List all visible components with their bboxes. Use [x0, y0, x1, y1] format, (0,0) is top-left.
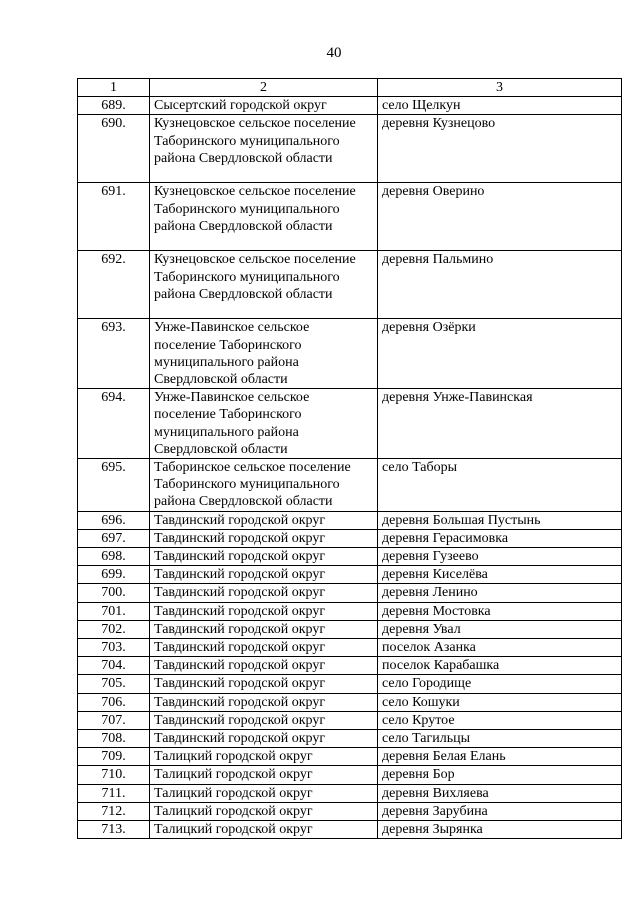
settlement-name: деревня Зырянка: [378, 821, 622, 839]
municipality-name: Талицкий городской округ: [150, 821, 378, 839]
municipality-name: Тавдинский городской округ: [150, 566, 378, 584]
table-row: [78, 389, 622, 459]
row-number: 696.: [78, 511, 150, 529]
table-row: [78, 675, 622, 693]
table-row: [78, 784, 622, 802]
table-row: [78, 251, 622, 319]
table-row: [78, 766, 622, 784]
table-row: [78, 529, 622, 547]
settlement-name: деревня Белая Елань: [378, 748, 622, 766]
municipality-name: Тавдинский городской округ: [150, 693, 378, 711]
municipality-name: Тавдинский городской округ: [150, 675, 378, 693]
settlement-name: деревня Герасимовка: [378, 529, 622, 547]
table-row: [78, 748, 622, 766]
municipality-name: Тавдинский городской округ: [150, 639, 378, 657]
row-number: 704.: [78, 657, 150, 675]
settlement-name: деревня Унже-Павинская: [378, 389, 622, 459]
settlement-name: деревня Ленино: [378, 584, 622, 602]
municipality-name: Тавдинский городской округ: [150, 548, 378, 566]
row-number: 711.: [78, 784, 150, 802]
municipality-name: Унже-Павинское сельское поселение Таборинского муниципального района Свердловской области: [150, 319, 378, 389]
table-row: [78, 97, 622, 115]
settlement-name: деревня Бор: [378, 766, 622, 784]
table-row: [78, 657, 622, 675]
municipality-name: Тавдинский городской округ: [150, 511, 378, 529]
settlement-name: село Таборы: [378, 459, 622, 512]
settlement-name: деревня Оверино: [378, 183, 622, 251]
row-number: 709.: [78, 748, 150, 766]
row-number: 707.: [78, 711, 150, 729]
row-number: 697.: [78, 529, 150, 547]
municipality-name: Талицкий городской округ: [150, 802, 378, 820]
table-row: [78, 548, 622, 566]
header-col-1: 1: [78, 79, 150, 97]
municipality-name: Кузнецовское сельское поселение Таборинского муниципального района Свердловской области: [150, 251, 378, 319]
table-row: [78, 459, 622, 512]
settlement-name: деревня Большая Пустынь: [378, 511, 622, 529]
settlement-name: село Городище: [378, 675, 622, 693]
settlement-name: деревня Вихляева: [378, 784, 622, 802]
table-row: [78, 639, 622, 657]
settlement-name: село Кошуки: [378, 693, 622, 711]
header-col-2: 2: [150, 79, 378, 97]
settlement-name: деревня Пальмино: [378, 251, 622, 319]
settlement-name: деревня Озёрки: [378, 319, 622, 389]
municipality-name: Тавдинский городской округ: [150, 584, 378, 602]
municipality-name: Тавдинский городской округ: [150, 730, 378, 748]
table-row: [78, 821, 622, 839]
table-row: [78, 319, 622, 389]
row-number: 705.: [78, 675, 150, 693]
municipality-name: Талицкий городской округ: [150, 766, 378, 784]
row-number: 699.: [78, 566, 150, 584]
municipality-name: Унже-Павинское сельское поселение Таборинского муниципального района Свердловской области: [150, 389, 378, 459]
table-row: [78, 620, 622, 638]
row-number: 710.: [78, 766, 150, 784]
table-row: [78, 511, 622, 529]
page-number: 40: [326, 45, 342, 61]
row-number: 689.: [78, 97, 150, 115]
table-row: [78, 584, 622, 602]
header-col-3: 3: [378, 79, 622, 97]
municipality-name: Кузнецовское сельское поселение Таборинского муниципального района Свердловской области: [150, 183, 378, 251]
row-number: 708.: [78, 730, 150, 748]
municipality-name: Тавдинский городской округ: [150, 711, 378, 729]
row-number: 701.: [78, 602, 150, 620]
row-number: 700.: [78, 584, 150, 602]
table-row: [78, 115, 622, 183]
municipality-name: Тавдинский городской округ: [150, 620, 378, 638]
row-number: 694.: [78, 389, 150, 459]
row-number: 690.: [78, 115, 150, 183]
row-number: 698.: [78, 548, 150, 566]
row-number: 706.: [78, 693, 150, 711]
row-number: 713.: [78, 821, 150, 839]
municipality-name: Талицкий городской округ: [150, 748, 378, 766]
settlement-name: деревня Увал: [378, 620, 622, 638]
row-number: 703.: [78, 639, 150, 657]
table-row: [78, 802, 622, 820]
municipality-name: Тавдинский городской округ: [150, 657, 378, 675]
municipality-name: Талицкий городской округ: [150, 784, 378, 802]
municipality-name: Кузнецовское сельское поселение Таборинского муниципального района Свердловской области: [150, 115, 378, 183]
municipality-name: Таборинское сельское поселение Таборинского муниципального района Свердловской области: [150, 459, 378, 512]
settlement-name: деревня Мостовка: [378, 602, 622, 620]
table-header-row: [78, 79, 622, 97]
settlement-name: село Щелкун: [378, 97, 622, 115]
settlement-name: поселок Карабашка: [378, 657, 622, 675]
settlement-name: деревня Гузеево: [378, 548, 622, 566]
settlements-table: [77, 78, 622, 839]
row-number: 693.: [78, 319, 150, 389]
settlement-name: село Тагильцы: [378, 730, 622, 748]
table-row: [78, 602, 622, 620]
settlement-name: деревня Кузнецово: [378, 115, 622, 183]
table-row: [78, 566, 622, 584]
table-row: [78, 693, 622, 711]
row-number: 702.: [78, 620, 150, 638]
settlement-name: село Крутое: [378, 711, 622, 729]
row-number: 692.: [78, 251, 150, 319]
settlement-name: поселок Азанка: [378, 639, 622, 657]
row-number: 712.: [78, 802, 150, 820]
municipality-name: Сысертский городской округ: [150, 97, 378, 115]
row-number: 695.: [78, 459, 150, 512]
table-row: [78, 711, 622, 729]
municipality-name: Тавдинский городской округ: [150, 602, 378, 620]
table-row: [78, 730, 622, 748]
municipality-name: Тавдинский городской округ: [150, 529, 378, 547]
settlement-name: деревня Зарубина: [378, 802, 622, 820]
row-number: 691.: [78, 183, 150, 251]
table-row: [78, 183, 622, 251]
settlement-name: деревня Киселёва: [378, 566, 622, 584]
